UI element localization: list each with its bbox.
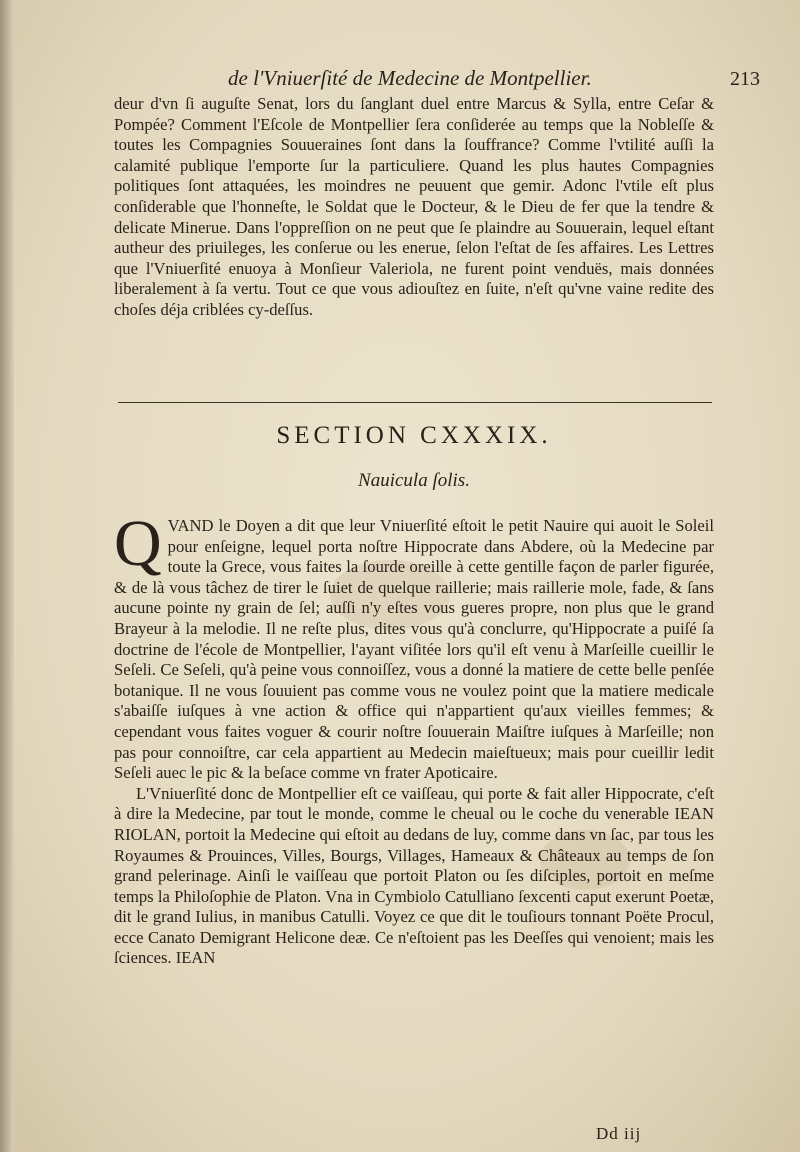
- continued-paragraph: [114, 94, 714, 321]
- paragraph-second: L'Vniuerſité donc de Montpellier eſt ce vaiſſeau, qui porte & fait aller Hippocrate, c'eſt à dire la Medecine, par tout le monde, comme le cheual ou le coche du venerable IEAN RIOLAN, portoit la Medecine qui eſtoit au dedans de luy, comme dans vn ſac, par tous les Royaumes & Prouinces, Villes, Bourgs, Villages, Hameaux & Châteaux au temps de ſon grand pelerinage. Ainſi le vaiſſeau que portoit Platon ou ſes diſciples, portoit en meſme temps la Philoſophie de Platon. Vna in Cymbiolo Catulliano ſexcenti caput exerunt Poetæ, dit le grand Iulius, in manibus Catulli. Voyez ce que dit le touſiours tonnant Poëte Procul, ecce Canato Demigrant Helicone deæ. Ce n'eſtoient pas les Deeſſes qui venoient; mais les ſciences. IEAN: [114, 783, 714, 968]
- paragraph-text: VAND le Doyen a dit que leur Vniuerſité eſtoit le petit Nauire qui auoit le Soleil pour enſeigne, lequel porta noſtre Hippocrate dans Abdere, où la Medecine par toute la Grece, vous faites la ſourde oreille à cette gentille façon de parler figurée, & de là vous tâchez de tirer le ſuiet de quelque raillerie; mais raillerie mole, fade, & ſans aucune pointe ny grain de ſel; auſſi n'y eſtes vous gueres propre, non plus que le grand Brayeur à la melodie. Il ne reſte plus, dites vous qu'à conclurre, qu'Hippocrate a puiſé ſa doctrine de l'école de Montpellier, l'ayant viſitée lors qu'il eſt venu à Marſeille cueillir le Seſeli. Ce Seſeli, qu'à peine vous connoiſſez, vous a donné la matiere de cette belle penſée botanique. Il ne vous ſouuient pas comme vous ne voulez point que la matiere medicale s'abaiſſe iuſques à vne action & office qui n'appartient qu'aux vieilles femmes; & cependant vous faites voguer & courir noſtre ſouuerain Maiſtre iuſques à Marſeille; non pas pour connoiſtre, car cela appartient au Medecin maieſtueux; mais pour cueillir ledit Seſeli auec le pic & la beſace comme vn frater Apoticaire.: [114, 516, 714, 783]
- running-header: [200, 66, 760, 96]
- binding-shadow: [0, 0, 14, 1152]
- page-number: 213: [730, 68, 760, 90]
- running-title: de l'Vniuerſité de Medecine de Montpellier.: [228, 66, 592, 90]
- section-body: [114, 507, 714, 969]
- section-divider: [118, 402, 712, 403]
- section-heading: SECTION CXXXIX.: [276, 422, 552, 449]
- section-subtitle: Nauicula ſolis.: [358, 470, 470, 491]
- drop-cap-letter: Q: [114, 507, 162, 580]
- signature-mark: Dd iij: [596, 1124, 642, 1143]
- paragraph-text: deur d'vn ſi auguſte Senat, lors du ſanglant duel entre Marcus & Sylla, entre Ceſar & Pompée? Comment l'Eſcole de Montpellier ſera conſiderée au temps que la Nobleſſe & toutes les Compagnies Souueraines ſont dans la ſouffrance? Comme l'vtilité auſſi la calamité publique l'emporte ſur la particuliere. Quand les plus hautes Compagnies politiques ſont attaquées, les moindres ne peuuent que gemir. Adonc l'vtile eſt plus conſiderable que l'honneſte, le Soldat que le Docteur, & le Dieu de fer que la tendre & delicate Minerue. Dans l'oppreſſion on ne peut que ſe plaindre au Souuerain, lequel eſtant autheur des priuileges, les conſerue ou les enerue, ſelon l'eſtat de ſes affaires. Les Lettres que l'Vniuerſité enuoya à Monſieur Valeriola, ne furent point venduës, mais données liberalement à ſa vertu. Tout ce que vous adiouſtez en ſuite, n'eſt qu'vne vaine redite des choſes déja criblées cy-deſſus.: [114, 94, 714, 319]
- paragraph-first: [114, 507, 714, 784]
